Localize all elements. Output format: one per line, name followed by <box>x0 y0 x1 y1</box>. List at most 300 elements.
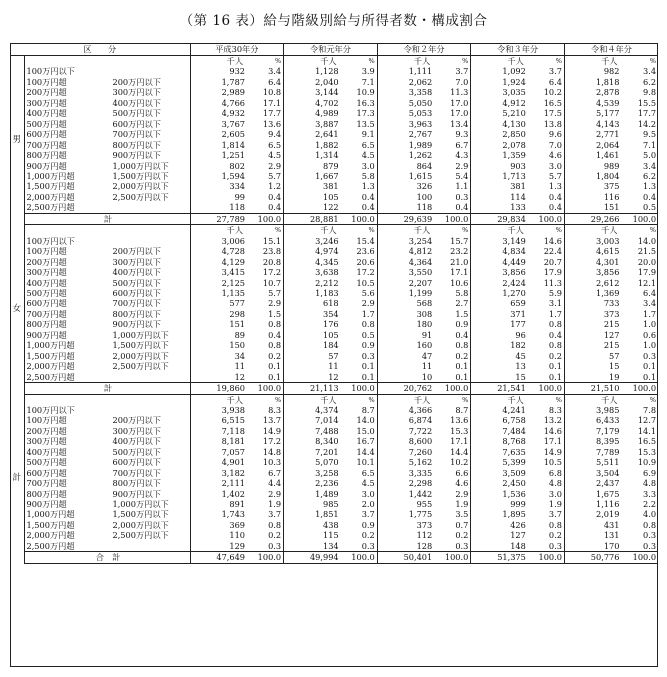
table-row <box>10 140 658 150</box>
count-cell: 2,111 <box>190 478 247 488</box>
count-cell: 89 <box>190 330 247 340</box>
bracket-to: 2,500万円以下 <box>112 530 169 541</box>
count-cell: 381 <box>284 181 341 191</box>
count-cell: 903 <box>471 161 528 171</box>
percent-cell: 14.0 <box>356 415 375 426</box>
percent-cell: 6.8 <box>548 467 562 478</box>
bracket-from: 1,500万円超 <box>26 350 75 361</box>
bracket-from: 700万円超 <box>26 139 67 150</box>
count-cell: 326 <box>377 181 434 191</box>
count-cell: 57 <box>284 351 341 361</box>
table-row <box>10 129 658 139</box>
percent-cell: 8.7 <box>455 404 469 415</box>
table-row <box>10 340 658 350</box>
percent-cell: 0.4 <box>455 329 469 340</box>
percent-cell: 14.6 <box>543 425 562 436</box>
unit-count: 千人 <box>377 56 434 67</box>
unit-count: 千人 <box>284 225 341 236</box>
count-cell: 3,258 <box>284 468 341 478</box>
bracket-from: 800万円超 <box>26 488 67 499</box>
count-cell: 131 <box>564 530 621 540</box>
percent-cell: 17.5 <box>543 108 562 119</box>
count-cell: 2,641 <box>284 129 341 139</box>
total-label: 合 計 <box>24 552 190 563</box>
unit-row <box>10 394 658 405</box>
percent-cell: 1.7 <box>361 308 375 319</box>
empty-cell <box>24 56 190 67</box>
count-cell: 133 <box>471 202 528 213</box>
percent-cell: 1.3 <box>643 181 657 192</box>
total-percent-cell: 100.0 <box>434 213 471 224</box>
bracket-from: 500万円超 <box>26 118 67 129</box>
percent-cell: 14.9 <box>262 425 282 436</box>
count-cell: 1,128 <box>284 66 341 76</box>
count-cell: 4,728 <box>190 246 247 256</box>
unit-count: 千人 <box>284 394 341 405</box>
percent-cell: 0.7 <box>455 519 469 530</box>
percent-cell: 15.3 <box>450 425 469 436</box>
count-cell: 1,536 <box>471 489 528 499</box>
percent-cell: 17.0 <box>450 97 469 108</box>
table-row <box>10 426 658 436</box>
count-cell: 298 <box>190 309 247 319</box>
percent-cell: 1.9 <box>455 499 469 510</box>
percent-cell: 1.0 <box>643 340 657 351</box>
percent-cell: 0.3 <box>361 350 375 361</box>
percent-cell: 0.3 <box>548 540 562 551</box>
bracket-label <box>24 309 190 319</box>
total-label: 計 <box>24 213 190 224</box>
count-cell: 184 <box>284 340 341 350</box>
bracket-to: 300万円以下 <box>112 256 161 267</box>
count-cell: 4,766 <box>190 98 247 108</box>
bracket-label <box>24 426 190 436</box>
bracket-to: 2,000万円以下 <box>112 181 169 192</box>
wage-bracket-table <box>10 43 658 564</box>
percent-cell: 5.7 <box>268 287 282 298</box>
percent-cell: 3.4 <box>643 160 657 171</box>
table-row <box>10 361 658 371</box>
count-cell: 148 <box>471 541 528 552</box>
bracket-from: 1,000万円超 <box>26 509 75 520</box>
bracket-label <box>24 236 190 246</box>
count-cell: 127 <box>564 330 621 340</box>
percent-cell: 0.1 <box>361 361 375 372</box>
percent-cell: 4.4 <box>268 478 282 489</box>
bracket-label <box>24 520 190 530</box>
percent-cell: 1.5 <box>268 308 282 319</box>
count-cell: 334 <box>190 181 247 191</box>
percent-cell: 1.7 <box>548 308 562 319</box>
percent-cell: 14.1 <box>637 425 657 436</box>
count-cell: 373 <box>564 309 621 319</box>
header-row <box>10 44 658 56</box>
percent-cell: 0.8 <box>268 340 282 351</box>
percent-cell: 9.4 <box>268 129 282 140</box>
table-row <box>10 119 658 129</box>
count-cell: 13 <box>471 361 528 371</box>
percent-cell: 0.9 <box>455 319 469 330</box>
count-cell: 371 <box>471 309 528 319</box>
bracket-label <box>24 509 190 519</box>
bracket-to: 800万円以下 <box>112 139 161 150</box>
count-cell: 864 <box>377 161 434 171</box>
total-count-cell: 29,639 <box>377 213 434 224</box>
count-cell: 3,504 <box>564 468 621 478</box>
percent-cell: 17.0 <box>450 108 469 119</box>
percent-cell: 6.5 <box>268 139 282 150</box>
bracket-label <box>24 415 190 425</box>
percent-cell: 0.3 <box>643 530 657 541</box>
bracket-label <box>24 119 190 129</box>
percent-cell: 6.4 <box>643 287 657 298</box>
unit-count: 千人 <box>564 56 621 67</box>
count-cell: 568 <box>377 298 434 308</box>
bracket-from: 900万円超 <box>26 329 67 340</box>
count-cell: 10 <box>377 372 434 383</box>
bracket-from: 1,000万円超 <box>26 170 75 181</box>
bracket-from: 500万円超 <box>26 457 67 468</box>
count-cell: 5,399 <box>471 457 528 467</box>
percent-cell: 13.6 <box>262 118 282 129</box>
percent-cell: 0.1 <box>548 361 562 372</box>
bracket-label <box>24 87 190 97</box>
percent-cell: 0.4 <box>268 329 282 340</box>
table-row <box>10 351 658 361</box>
count-cell: 1,804 <box>564 171 621 181</box>
count-cell: 3,149 <box>471 236 528 246</box>
percent-cell: 0.2 <box>455 530 469 541</box>
percent-cell: 11.3 <box>543 277 562 288</box>
percent-cell: 3.7 <box>361 509 375 520</box>
count-cell: 2,019 <box>564 509 621 519</box>
count-cell: 1,359 <box>471 150 528 160</box>
bracket-from: 2,000万円超 <box>26 191 75 202</box>
percent-cell: 1.7 <box>643 308 657 319</box>
percent-cell: 0.8 <box>548 319 562 330</box>
percent-cell: 17.1 <box>262 97 282 108</box>
count-cell: 2,212 <box>284 278 341 288</box>
percent-cell: 0.1 <box>455 371 469 382</box>
percent-cell: 15.1 <box>262 235 282 246</box>
bracket-label <box>24 405 190 415</box>
percent-cell: 20.6 <box>356 256 375 267</box>
percent-cell: 0.3 <box>455 191 469 202</box>
total-count-cell: 29,266 <box>564 213 621 224</box>
percent-cell: 0.3 <box>268 540 282 551</box>
count-cell: 1,818 <box>564 77 621 87</box>
percent-cell: 3.7 <box>548 509 562 520</box>
percent-cell: 12.7 <box>637 415 657 426</box>
count-cell: 180 <box>377 319 434 329</box>
percent-cell: 13.8 <box>543 118 562 129</box>
percent-cell: 5.6 <box>361 287 375 298</box>
table-row <box>10 541 658 552</box>
percent-cell: 2.9 <box>361 298 375 309</box>
total-percent-cell: 100.0 <box>434 383 471 394</box>
unit-pct: % <box>462 57 469 65</box>
count-cell: 985 <box>284 499 341 509</box>
unit-pct: % <box>462 226 469 235</box>
count-cell: 110 <box>190 530 247 540</box>
count-cell: 4,130 <box>471 119 528 129</box>
table-row <box>10 319 658 329</box>
count-cell: 1,775 <box>377 509 434 519</box>
total-percent-cell: 100.0 <box>247 213 284 224</box>
count-cell: 112 <box>377 530 434 540</box>
total-percent-cell: 100.0 <box>528 383 565 394</box>
bracket-to: 1,000万円以下 <box>112 499 169 510</box>
count-cell: 5,162 <box>377 457 434 467</box>
count-cell: 3,358 <box>377 87 434 97</box>
bracket-from: 2,000万円超 <box>26 361 75 372</box>
bracket-label <box>24 468 190 478</box>
count-cell: 999 <box>471 499 528 509</box>
percent-cell: 0.4 <box>361 202 375 213</box>
percent-cell: 1.1 <box>455 181 469 192</box>
percent-cell: 6.5 <box>361 139 375 150</box>
total-percent-cell: 100.0 <box>247 383 284 394</box>
total-count-cell: 19,860 <box>190 383 247 394</box>
percent-cell: 0.6 <box>643 329 657 340</box>
count-cell: 3,550 <box>377 267 434 277</box>
bracket-to: 1,500万円以下 <box>112 340 169 351</box>
bracket-from: 400万円超 <box>26 108 67 119</box>
bracket-label <box>24 541 190 552</box>
count-cell: 426 <box>471 520 528 530</box>
percent-cell: 0.1 <box>361 371 375 382</box>
percent-cell: 13.7 <box>262 415 282 426</box>
percent-cell: 3.7 <box>548 66 562 77</box>
table-row <box>10 447 658 457</box>
bracket-to: 200万円以下 <box>112 415 161 426</box>
count-cell: 134 <box>284 541 341 552</box>
count-cell: 15 <box>564 361 621 371</box>
count-cell: 105 <box>284 330 341 340</box>
unit-pct: % <box>368 395 375 404</box>
bracket-label <box>24 161 190 171</box>
bracket-label <box>24 351 190 361</box>
percent-cell: 6.6 <box>455 467 469 478</box>
percent-cell: 0.5 <box>361 329 375 340</box>
count-cell: 3,856 <box>471 267 528 277</box>
count-cell: 1,461 <box>564 150 621 160</box>
percent-cell: 0.3 <box>643 540 657 551</box>
bracket-to: 400万円以下 <box>112 97 161 108</box>
total-count-cell: 50,776 <box>564 552 621 563</box>
count-cell: 129 <box>190 541 247 552</box>
count-cell: 1,787 <box>190 77 247 87</box>
percent-cell: 0.2 <box>268 350 282 361</box>
count-cell: 2,771 <box>564 129 621 139</box>
table-row <box>10 87 658 97</box>
percent-cell: 5.0 <box>643 150 657 161</box>
total-label: 計 <box>24 383 190 394</box>
count-cell: 3,638 <box>284 267 341 277</box>
percent-cell: 0.4 <box>268 191 282 202</box>
total-count-cell: 29,834 <box>471 213 528 224</box>
count-cell: 11 <box>284 361 341 371</box>
count-cell: 3,938 <box>190 405 247 415</box>
count-cell: 182 <box>471 340 528 350</box>
count-cell: 6,515 <box>190 415 247 425</box>
table-row <box>10 298 658 308</box>
percent-cell: 17.2 <box>262 436 282 447</box>
count-cell: 381 <box>471 181 528 191</box>
percent-cell: 11.3 <box>450 87 469 98</box>
bracket-from: 1,500万円超 <box>26 181 75 192</box>
unit-count: 千人 <box>284 56 341 67</box>
percent-cell: 15.4 <box>356 235 375 246</box>
bracket-to: 700万円以下 <box>112 467 161 478</box>
table-row <box>10 489 658 499</box>
total-count-cell: 50,401 <box>377 552 434 563</box>
table-row <box>10 66 658 76</box>
table-title: （第 16 表）給与階級別給与所得者数・構成割合 <box>179 13 488 29</box>
percent-cell: 7.1 <box>643 139 657 150</box>
bracket-to: 600万円以下 <box>112 457 161 468</box>
percent-cell: 17.1 <box>450 267 469 278</box>
bracket-from: 600万円超 <box>26 298 67 309</box>
count-cell: 47 <box>377 351 434 361</box>
count-cell: 2,064 <box>564 140 621 150</box>
bracket-label <box>24 129 190 139</box>
percent-cell: 0.8 <box>455 340 469 351</box>
count-cell: 7,014 <box>284 415 341 425</box>
bracket-from: 1,000万円超 <box>26 340 75 351</box>
percent-cell: 10.1 <box>356 457 375 468</box>
percent-cell: 10.2 <box>543 87 562 98</box>
count-cell: 3,144 <box>284 87 341 97</box>
percent-cell: 20.7 <box>543 256 562 267</box>
table-row <box>10 150 658 160</box>
percent-cell: 3.7 <box>268 509 282 520</box>
percent-cell: 21.5 <box>637 246 657 257</box>
percent-cell: 13.4 <box>450 118 469 129</box>
percent-cell: 10.8 <box>262 87 282 98</box>
bracket-to: 2,000万円以下 <box>112 350 169 361</box>
table-row <box>10 478 658 488</box>
count-cell: 1,314 <box>284 150 341 160</box>
unit-count: 千人 <box>471 56 528 67</box>
percent-cell: 1.2 <box>268 181 282 192</box>
count-cell: 8,181 <box>190 436 247 446</box>
percent-cell: 10.7 <box>262 277 282 288</box>
count-cell: 2,040 <box>284 77 341 87</box>
percent-cell: 6.2 <box>643 76 657 87</box>
percent-cell: 0.4 <box>548 191 562 202</box>
bracket-label <box>24 436 190 446</box>
percent-cell: 4.8 <box>643 478 657 489</box>
bracket-label <box>24 457 190 467</box>
count-cell: 891 <box>190 499 247 509</box>
percent-cell: 0.1 <box>455 361 469 372</box>
count-cell: 1,369 <box>564 288 621 298</box>
bracket-label <box>24 98 190 108</box>
group-label: 女 <box>10 225 24 394</box>
table-row <box>10 98 658 108</box>
count-cell: 2,207 <box>377 278 434 288</box>
percent-cell: 14.2 <box>637 118 657 129</box>
count-cell: 4,241 <box>471 405 528 415</box>
percent-cell: 6.7 <box>268 467 282 478</box>
bracket-from: 100万円超 <box>26 415 67 426</box>
percent-cell: 1.9 <box>548 499 562 510</box>
bracket-from: 500万円超 <box>26 287 67 298</box>
percent-cell: 9.8 <box>643 87 657 98</box>
percent-cell: 6.4 <box>268 76 282 87</box>
percent-cell: 7.0 <box>548 139 562 150</box>
count-cell: 15 <box>471 372 528 383</box>
table-row <box>10 405 658 415</box>
percent-cell: 0.2 <box>455 350 469 361</box>
percent-cell: 9.1 <box>361 129 375 140</box>
percent-cell: 1.5 <box>455 308 469 319</box>
percent-cell: 0.1 <box>268 361 282 372</box>
count-cell: 91 <box>377 330 434 340</box>
bracket-label <box>24 257 190 267</box>
count-cell: 2,850 <box>471 129 528 139</box>
bracket-label <box>24 171 190 181</box>
count-cell: 5,053 <box>377 108 434 118</box>
bracket-label <box>24 288 190 298</box>
percent-cell: 9.6 <box>548 129 562 140</box>
year-header: 平成30年分 <box>190 44 284 56</box>
percent-cell: 1.3 <box>361 181 375 192</box>
table-row <box>10 108 658 118</box>
count-cell: 1,270 <box>471 288 528 298</box>
count-cell: 373 <box>377 520 434 530</box>
bracket-label <box>24 361 190 371</box>
bracket-label <box>24 77 190 87</box>
year-header: 令和元年分 <box>284 44 378 56</box>
count-cell: 7,722 <box>377 426 434 436</box>
year-header: 令和２年分 <box>377 44 471 56</box>
bracket-label <box>24 478 190 488</box>
unit-pct: % <box>649 395 657 404</box>
percent-cell: 13.6 <box>450 415 469 426</box>
count-cell: 5,177 <box>564 108 621 118</box>
bracket-to: 800万円以下 <box>112 308 161 319</box>
percent-cell: 17.7 <box>262 108 282 119</box>
count-cell: 2,767 <box>377 129 434 139</box>
count-cell: 4,374 <box>284 405 341 415</box>
table-row <box>10 77 658 87</box>
bracket-from: 200万円超 <box>26 425 67 436</box>
total-percent-cell: 100.0 <box>621 552 658 563</box>
count-cell: 4,974 <box>284 246 341 256</box>
total-percent-cell: 100.0 <box>528 552 565 563</box>
percent-cell: 0.4 <box>548 329 562 340</box>
bracket-label <box>24 192 190 202</box>
percent-cell: 3.5 <box>455 509 469 520</box>
count-cell: 4,912 <box>471 98 528 108</box>
count-cell: 1,882 <box>284 140 341 150</box>
bracket-from: 1,500万円超 <box>26 519 75 530</box>
count-cell: 6,758 <box>471 415 528 425</box>
percent-cell: 0.4 <box>548 202 562 213</box>
table-row <box>10 330 658 340</box>
count-cell: 733 <box>564 298 621 308</box>
count-cell: 2,236 <box>284 478 341 488</box>
percent-cell: 17.2 <box>356 267 375 278</box>
bracket-from: 2,500万円超 <box>26 540 75 551</box>
bracket-from: 300万円超 <box>26 267 67 278</box>
unit-pct: % <box>274 395 282 404</box>
percent-cell: 0.8 <box>548 519 562 530</box>
percent-cell: 4.5 <box>268 150 282 161</box>
percent-cell: 22.4 <box>543 246 562 257</box>
